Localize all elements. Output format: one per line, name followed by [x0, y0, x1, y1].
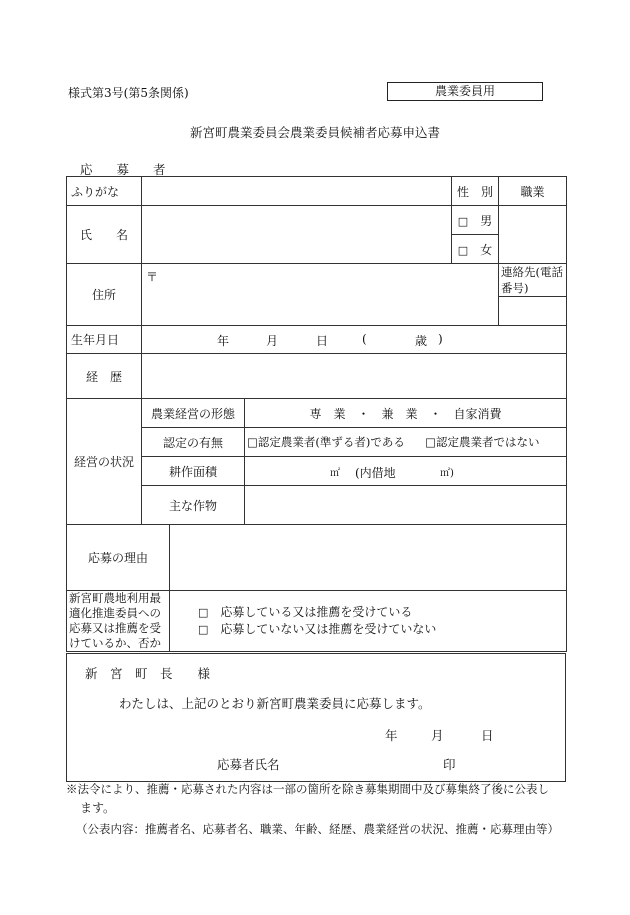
furigana-row: [67, 177, 567, 206]
declaration-day-label: 日: [481, 728, 494, 743]
female-label: 女: [480, 242, 493, 257]
application-form-table: [66, 176, 567, 652]
birth-year-label: 年: [217, 334, 230, 348]
declaration-addressee: 新 宮 町 長 様: [85, 666, 211, 681]
contact-label: 連絡先(電話番号): [499, 264, 567, 297]
declaration-statement: わたしは、上記のとおり新宮町農業委員に応募します。: [119, 696, 431, 711]
declaration-month-label: 月: [431, 728, 444, 743]
occupation-input[interactable]: [499, 206, 567, 264]
declaration-year-label: 年: [385, 728, 398, 743]
birth-month-label: 月: [266, 334, 279, 348]
usage-label-box: 農業委員用: [387, 82, 543, 101]
farm-type-label: 農業経営の形態: [142, 399, 245, 428]
committee-question: 新宮町農地利用最適化推進委員への応募又は推薦を受けているか、否か: [67, 591, 170, 652]
declaration-box: [66, 653, 566, 782]
reason-row: [67, 525, 567, 591]
birthdate-label: 生年月日: [67, 326, 142, 354]
committee-no-checkbox[interactable]: □: [198, 623, 209, 636]
notice-line-2: ます。: [80, 801, 116, 815]
address-input[interactable]: [142, 264, 499, 326]
name-row: [67, 206, 567, 235]
postal-mark: 〒: [146, 270, 159, 284]
career-input[interactable]: [142, 354, 567, 399]
age-open-paren: (: [362, 332, 367, 346]
male-checkbox[interactable]: □: [457, 214, 469, 228]
certified-options: [245, 428, 567, 457]
committee-yes-label: 応募している又は推薦を受けている: [220, 605, 413, 619]
seal-mark: 印: [443, 757, 456, 772]
sex-option-male[interactable]: [452, 206, 499, 235]
area-lease-unit: ㎡): [440, 468, 454, 479]
female-checkbox[interactable]: □: [457, 243, 469, 257]
committee-options: [170, 591, 567, 652]
area-input[interactable]: [245, 457, 567, 486]
document-title: 新宮町農業委員会農業委員候補者応募申込書: [189, 125, 440, 140]
certified-no-option[interactable]: □認定農業者ではない: [425, 435, 540, 449]
birthdate-input[interactable]: [142, 326, 567, 354]
farm-type-options[interactable]: 専 業 ・ 兼 業 ・ 自家消費: [245, 399, 567, 428]
committee-yes-checkbox[interactable]: □: [198, 606, 209, 619]
birthdate-row: [67, 326, 567, 354]
committee-no-option[interactable]: [198, 621, 562, 638]
notice-line-1: ※法令により、推薦・応募された内容は一部の箇所を除き募集期間中及び募集終了後に公表し: [66, 782, 549, 796]
name-label: 氏 名: [67, 206, 142, 264]
sex-option-female[interactable]: [452, 235, 499, 264]
applicant-name-label: 応募者氏名: [217, 757, 280, 772]
contact-input[interactable]: [499, 297, 567, 326]
farm-type-row: [67, 399, 567, 428]
area-row: [67, 457, 567, 486]
sex-label: 性 別: [452, 177, 499, 206]
crops-input[interactable]: [245, 486, 567, 525]
occupation-label: 職業: [499, 177, 567, 206]
certified-yes-option[interactable]: □認定農業者(準ずる者)である: [247, 435, 405, 449]
name-input[interactable]: [142, 206, 452, 264]
career-row: [67, 354, 567, 399]
area-unit: ㎡: [330, 468, 340, 479]
furigana-input[interactable]: [142, 177, 452, 206]
furigana-label: ふりがな: [67, 177, 142, 206]
committee-no-label: 応募していない又は推薦を受けていない: [220, 622, 437, 636]
address-label: 住所: [67, 264, 142, 326]
age-label: 歳: [415, 334, 428, 348]
notice-line-3: （公表内容：推薦者名、応募者名、職業、年齢、経歴、農業経営の状況、推薦・応募理由等）: [76, 822, 559, 836]
male-label: 男: [480, 213, 493, 228]
reason-input[interactable]: [170, 525, 567, 591]
crops-label: 主な作物: [142, 486, 245, 525]
committee-yes-option[interactable]: [198, 604, 562, 621]
birth-day-label: 日: [316, 334, 329, 348]
certified-label: 認定の有無: [142, 428, 245, 457]
area-lease-label: (内借地: [355, 466, 396, 480]
management-label: 経営の状況: [67, 399, 142, 525]
committee-row: [67, 591, 567, 652]
area-label: 耕作面積: [142, 457, 245, 486]
reason-label: 応募の理由: [67, 525, 170, 591]
crops-row: [67, 486, 567, 525]
form-number: 様式第3号(第5条関係): [68, 86, 189, 100]
age-close-paren: ): [438, 332, 443, 346]
address-row: [67, 264, 567, 297]
certified-row: [67, 428, 567, 457]
applicant-section-label: 応 募 者: [80, 162, 176, 177]
career-label: 経 歴: [67, 354, 142, 399]
